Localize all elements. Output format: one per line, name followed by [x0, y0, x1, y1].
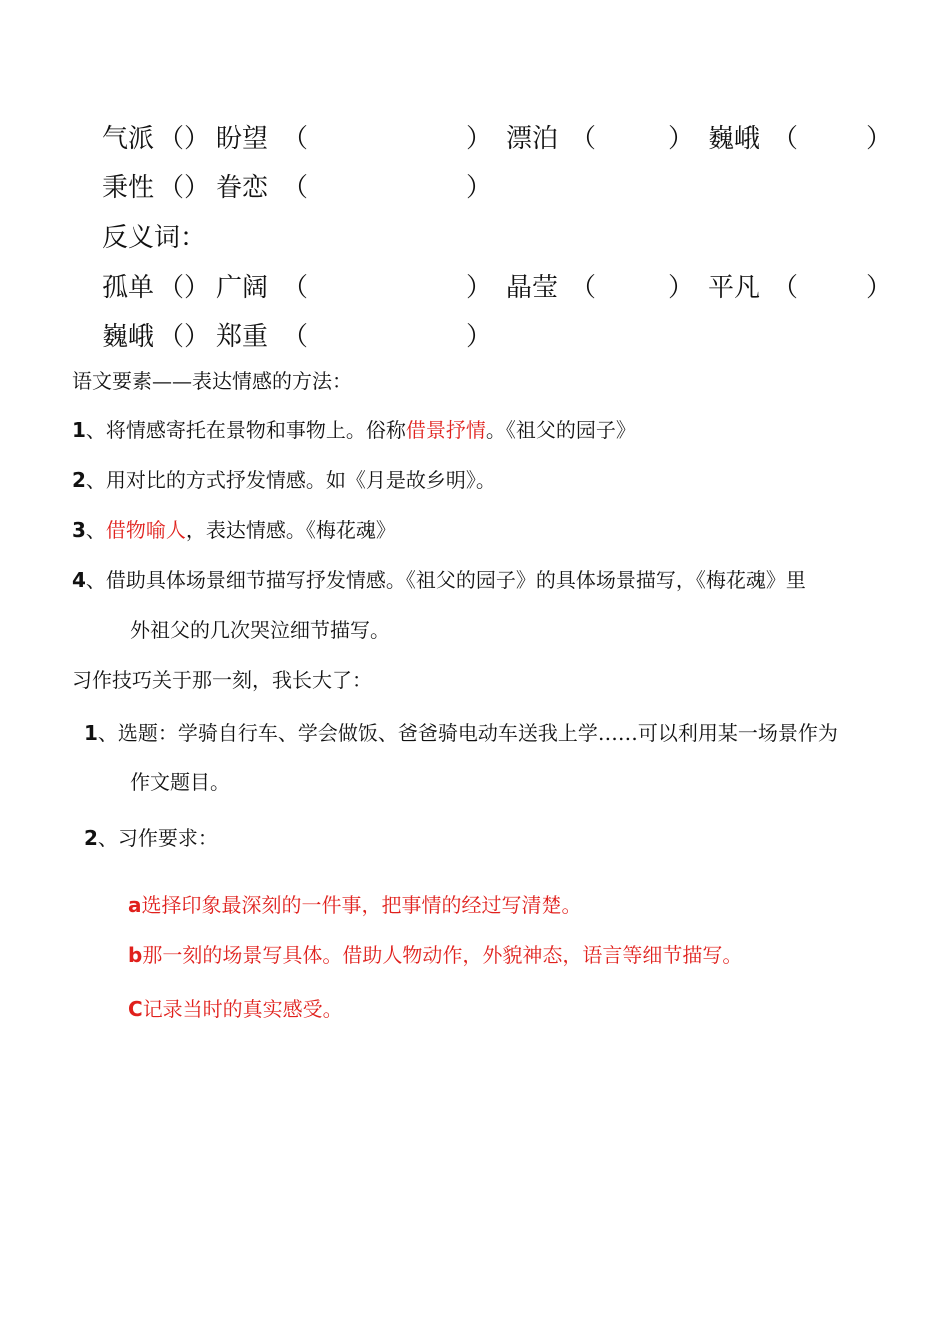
- paren-close: ）: [866, 124, 893, 154]
- paren-open: （: [772, 124, 799, 154]
- paren-open: （: [772, 273, 799, 303]
- writing-item-1-cont: 作文题目。: [130, 770, 230, 794]
- paren-pair: （）: [158, 124, 211, 154]
- requirement-b: [128, 939, 742, 968]
- item-number: 2: [72, 468, 86, 492]
- word-juanlian: 眷恋: [216, 173, 269, 203]
- word-qipai: 气派: [102, 124, 155, 154]
- writing-heading: 习作技巧关于那一刻，我长大了：: [72, 668, 372, 692]
- paren-open: （: [570, 273, 597, 303]
- item-number: 1: [72, 418, 86, 442]
- paren-close: ）: [466, 124, 493, 154]
- word-jingying: 晶莹: [506, 273, 559, 303]
- requirement-c: [128, 993, 343, 1022]
- antonym-heading: 反义词：: [102, 223, 207, 253]
- highlight-text: 借景抒情: [405, 418, 486, 442]
- methods-heading: 语文要素——表达情感的方法：: [72, 369, 352, 393]
- item-text: 、: [85, 518, 106, 542]
- word-guangkuo: 广阔: [216, 273, 269, 303]
- paren-close: ）: [668, 124, 695, 154]
- method-item-2: [72, 464, 496, 493]
- writing-item-2: [84, 822, 218, 851]
- word-pingfan: 平凡: [708, 273, 761, 303]
- item-number: 2: [84, 826, 98, 850]
- item-text: 、习作要求：: [97, 826, 218, 850]
- word-weie: 巍峨: [102, 322, 155, 352]
- paren-close: ）: [466, 273, 493, 303]
- requirement-text: 那一刻的场景写具体。借助人物动作，外貌神态，语言等细节描写。: [142, 943, 743, 967]
- word-bingxing: 秉性: [102, 173, 155, 203]
- item-number: 3: [72, 518, 86, 542]
- paren-close: ）: [668, 273, 695, 303]
- item-text: ，表达情感。《梅花魂》: [185, 518, 396, 542]
- item-number: 1: [84, 721, 98, 745]
- writing-item-1: [84, 717, 838, 746]
- requirement-letter: C: [128, 997, 143, 1021]
- paren-open: （: [570, 124, 597, 154]
- requirement-text: 记录当时的真实感受。: [142, 997, 343, 1021]
- word-weie: 巍峨: [708, 124, 761, 154]
- paren-open: （: [282, 124, 309, 154]
- word-zhengzhong: 郑重: [216, 322, 269, 352]
- requirement-text: 选择印象最深刻的一件事，把事情的经过写清楚。: [141, 893, 582, 917]
- requirement-letter: a: [128, 893, 142, 917]
- paren-close: ）: [466, 322, 493, 352]
- paren-close: ）: [866, 273, 893, 303]
- requirement-a: [128, 889, 582, 918]
- method-item-3: [72, 514, 396, 543]
- paren-pair: （）: [158, 173, 211, 203]
- word-piaobo: 漂泊: [506, 124, 559, 154]
- item-text: 。《祖父的园子》: [485, 418, 636, 442]
- paren-open: （: [282, 273, 309, 303]
- paren-open: （: [282, 322, 309, 352]
- item-text: 、选题：学骑自行车、学会做饭、爸爸骑电动车送我上学……可以利用某一场景作为: [97, 721, 838, 745]
- item-text: 、借助具体场景细节描写抒发情感。《祖父的园子》的具体场景描写，《梅花魂》里: [85, 568, 806, 592]
- item-number: 4: [72, 568, 86, 592]
- method-item-4: [72, 564, 806, 593]
- requirement-letter: b: [128, 943, 143, 967]
- paren-pair: （）: [158, 322, 211, 352]
- word-panwang: 盼望: [216, 124, 269, 154]
- method-item-1: [72, 414, 636, 443]
- paren-open: （: [282, 173, 309, 203]
- method-item-4-cont: 外祖父的几次哭泣细节描写。: [130, 618, 390, 642]
- item-text: 、用对比的方式抒发情感。如《月是故乡明》。: [85, 468, 496, 492]
- paren-pair: （）: [158, 273, 211, 303]
- word-gudan: 孤单: [102, 273, 155, 303]
- highlight-text: 借物喻人: [105, 518, 186, 542]
- paren-close: ）: [466, 173, 493, 203]
- item-text: 、将情感寄托在景物和事物上。俗称: [85, 418, 406, 442]
